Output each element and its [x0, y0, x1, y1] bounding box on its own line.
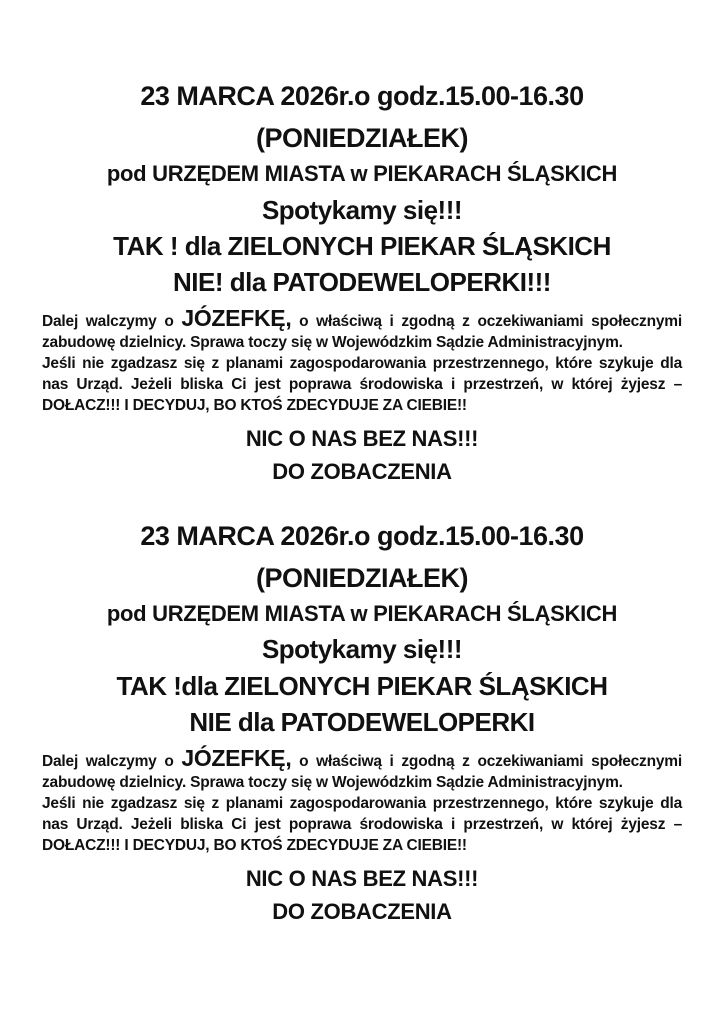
no-slogan-heading: NIE! dla PATODEWELOPERKI!!! [173, 266, 551, 297]
body-paragraph-1 [42, 305, 682, 353]
location-heading: pod URZĘDEM MIASTA w PIEKARACH ŚLĄSKICH [106, 601, 618, 627]
nothing-about-us-slogan: NIC O NAS BEZ NAS!!! [245, 426, 479, 452]
farewell-heading: DO ZOBACZENIA [272, 459, 452, 485]
date-time-heading: 23 MARCA 2026r.o godz.15.00-16.30 [140, 520, 584, 551]
emphasized-word: JÓZEFKĘ, [181, 305, 292, 332]
no-slogan-heading: NIE dla PATODEWELOPERKI [189, 706, 535, 737]
meeting-call-heading: Spotykamy się!!! [261, 634, 463, 665]
location-heading: pod URZĘDEM MIASTA w PIEKARACH ŚLĄSKICH [106, 161, 618, 187]
paragraph-intro-text: Dalej walczymy o [42, 752, 182, 770]
flyer-section-1 [42, 80, 682, 486]
farewell-heading: DO ZOBACZENIA [272, 899, 452, 925]
weekday-heading: (PONIEDZIAŁEK) [256, 122, 468, 153]
body-paragraph-1 [42, 744, 682, 793]
paragraph-rest-text: o właściwą i zgodną z oczekiwaniami społecznymi zabudowę dzielnicy. Sprawa toczy się w Wojewódzkim Sądzie Administracyjnym. [42, 313, 682, 352]
paragraph-intro-text: Dalej walczymy o [42, 313, 182, 331]
date-time-heading: 23 MARCA 2026r.o godz.15.00-16.30 [140, 81, 584, 111]
weekday-heading: (PONIEDZIAŁEK) [256, 562, 468, 593]
meeting-call-heading: Spotykamy się!!! [261, 194, 463, 225]
emphasized-word: JÓZEFKĘ, [181, 744, 292, 771]
paragraph-rest-text: o właściwą i zgodną z oczekiwaniami społecznymi zabudowę dzielnicy. Sprawa toczy się w Wojewódzkim Sądzie Administracyjnym. [42, 752, 682, 791]
body-paragraph-2: Jeśli nie zgadzasz się z planami zagospodarowania przestrzennego, które szykuje dla nas Urząd. Jeżeli bliska Ci jest poprawa środowiska i przestrzeń, w której żyjesz – DOŁACZ!!! I DECYDUJ, BO KTOŚ ZDECYDUJE ZA CIEBIE!! [42, 355, 682, 415]
nothing-about-us-slogan: NIC O NAS BEZ NAS!!! [245, 865, 479, 891]
yes-slogan-heading: TAK ! dla ZIELONYCH PIEKAR ŚLĄSKICH [113, 230, 611, 261]
flyer-section-2 [42, 520, 682, 926]
body-paragraph-2: Jeśli nie zgadzasz się z planami zagospodarowania przestrzennego, które szykuje dla nas Urząd. Jeżeli bliska Ci jest poprawa środowiska i przestrzeń, w której żyjesz – DOŁACZ!!! I DECYDUJ, BO KTOŚ ZDECYDUJE ZA CIEBIE!! [42, 794, 682, 854]
yes-slogan-heading: TAK !dla ZIELONYCH PIEKAR ŚLĄSKICH [116, 670, 608, 701]
